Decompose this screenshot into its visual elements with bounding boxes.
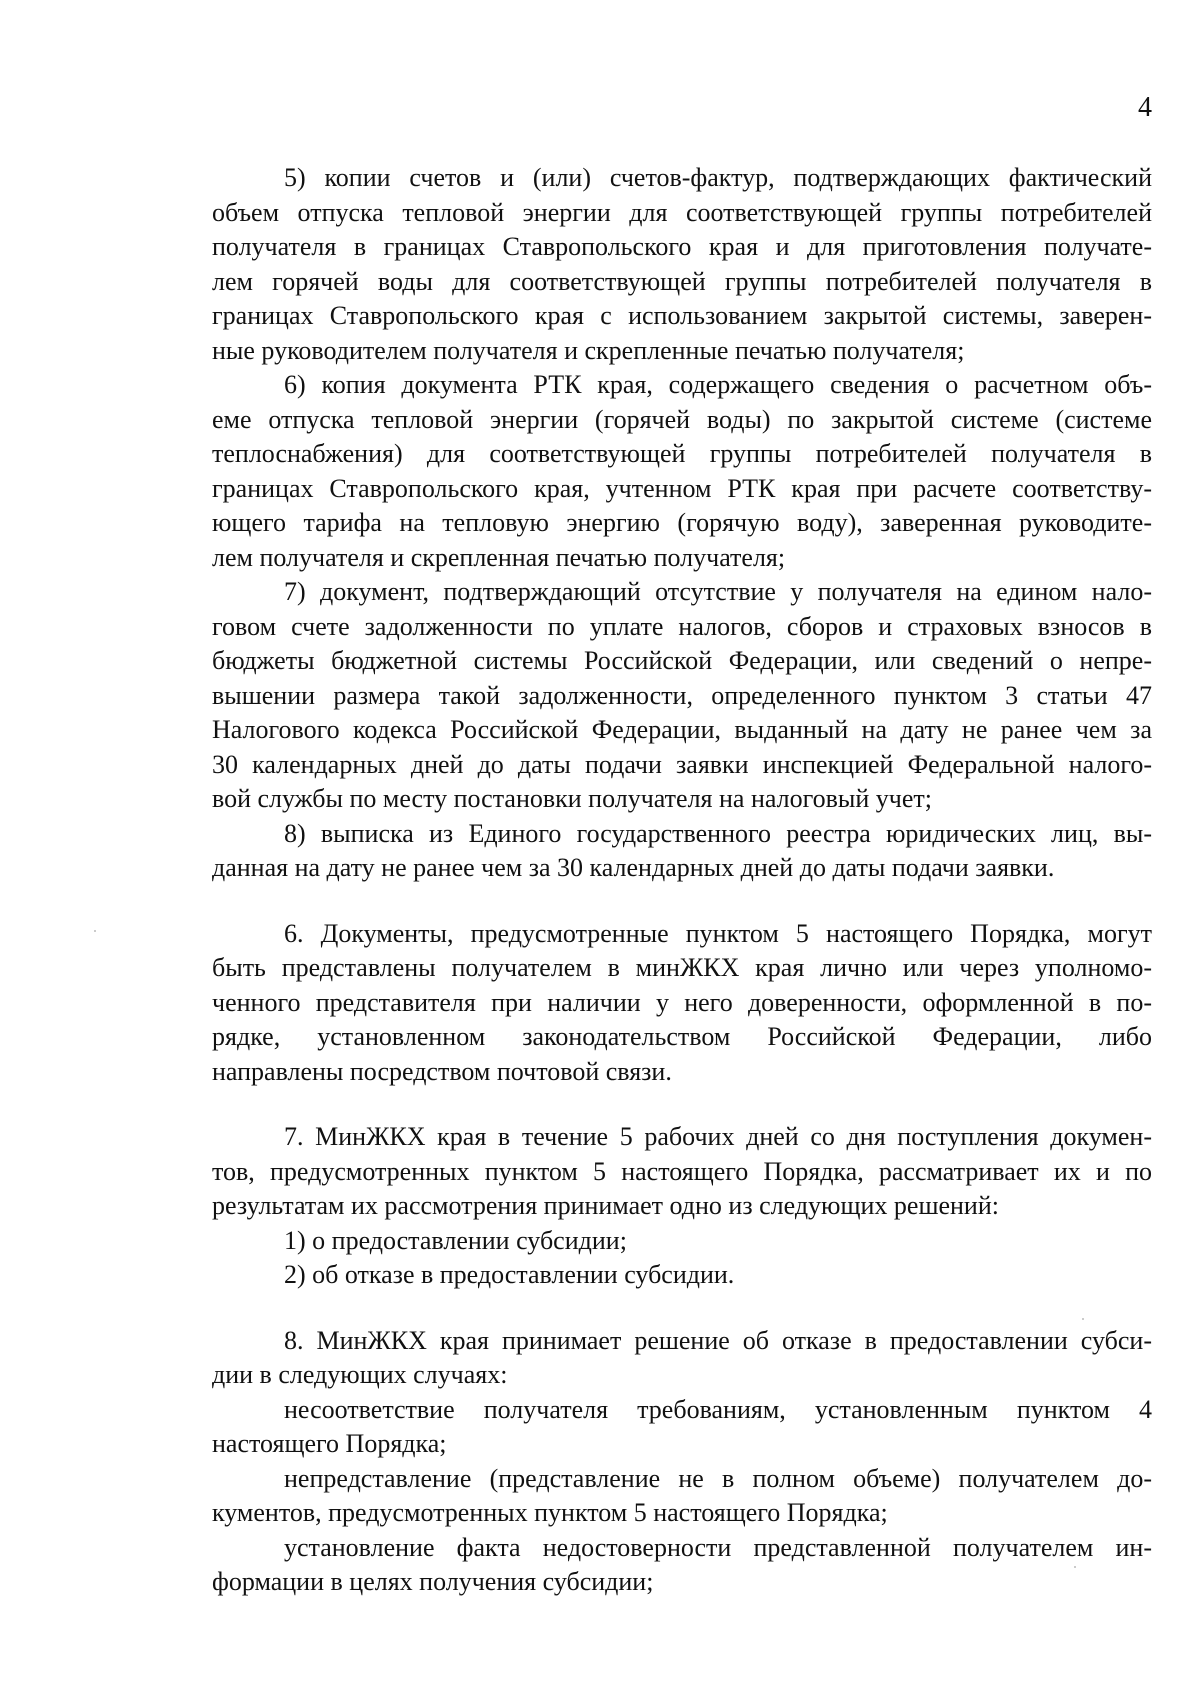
scan-speck [1082, 1318, 1084, 1320]
paragraph [212, 368, 1152, 575]
text-line: данная на дату не ранее чем за 30 календарных дней до даты подачи заявки. [212, 853, 1055, 882]
text-line: рядке, установленном законодательством Российской Федерации, либо [212, 1022, 1152, 1051]
text-line: говом счете задолженности по уплате налогов, сборов и страховых взносов в [212, 611, 1152, 641]
paragraph [212, 1531, 1152, 1600]
text-line: ющего тарифа на тепловую энергию (горячую воду), заверенная руководите- [212, 508, 1152, 537]
paragraph [212, 575, 1152, 817]
text-line: вой службы по месту постановки получателя на налоговый учет; [212, 784, 932, 813]
text-line: быть представлены получателем в минЖКХ края лично или через уполномо- [212, 953, 1152, 982]
text-line: результатам их рассмотрения принимает одно из следующих решений: [212, 1191, 999, 1220]
text-line: получателя в границах Ставропольского края и для приготовления получате- [212, 232, 1152, 261]
text-line: ные руководителем получателя и скрепленные печатью получателя; [212, 335, 965, 365]
text-line: границах Ставропольского края, учтенном РТК края при расчете соответству- [212, 473, 1152, 503]
text-line: несоответствие получателя требованиям, установленным пунктом 4 [284, 1394, 1152, 1424]
text-line: настоящего Порядка; [212, 1429, 447, 1458]
text-line: 6) копия документа РТК края, содержащего сведения о расчетном объ- [284, 370, 1152, 399]
text-line: тов, предусмотренных пунктом 5 настоящего Порядка, рассматривает их и по [212, 1156, 1152, 1186]
text-line: направлены посредством почтовой связи. [212, 1056, 672, 1086]
paragraph-spacer [212, 1293, 1152, 1324]
document-body [212, 161, 1152, 1600]
text-line: дии в следующих случаях: [212, 1360, 508, 1389]
text-line: 8) выписка из Единого государственного реестра юридических лиц, вы- [284, 818, 1152, 848]
paragraph [212, 1120, 1152, 1224]
paragraph-spacer [212, 886, 1152, 917]
paragraph [212, 161, 1152, 368]
text-line: Налогового кодекса Российской Федерации, выданный на дату не ранее чем за [212, 715, 1152, 744]
scan-speck [94, 930, 96, 932]
paragraph-spacer [212, 1089, 1152, 1120]
text-line: границах Ставропольского края с использованием закрытой системы, заверен- [212, 301, 1152, 330]
paragraph [212, 1324, 1152, 1393]
text-line: 1) о предоставлении субсидии; [284, 1225, 627, 1255]
paragraph [212, 1462, 1152, 1531]
paragraph [212, 1393, 1152, 1462]
paragraph [212, 1258, 1152, 1293]
text-line: непредставление (представление не в полном объеме) получателем до- [284, 1463, 1152, 1493]
text-line: бюджеты бюджетной системы Российской Федерации, или сведений о непре- [212, 646, 1152, 675]
text-line: 5) копии счетов и (или) счетов-фактур, подтверждающих фактический [284, 163, 1152, 192]
scan-speck [1074, 1566, 1076, 1568]
text-line: теплоснабжения) для соответствующей группы потребителей получателя в [212, 439, 1152, 468]
text-line: лем получателя и скрепленная печатью получателя; [212, 542, 786, 572]
paragraph [212, 1224, 1152, 1259]
text-line: установление факта недостоверности представленной получателем ин- [284, 1532, 1152, 1562]
text-line: 7) документ, подтверждающий отсутствие у получателя на едином нало- [284, 577, 1152, 606]
text-line: объем отпуска тепловой энергии для соответствующей группы потребителей [212, 197, 1152, 227]
text-line: 7. МинЖКХ края в течение 5 рабочих дней со дня поступления докумен- [284, 1122, 1152, 1151]
text-line: 6. Документы, предусмотренные пунктом 5 настоящего Порядка, могут [284, 918, 1152, 948]
text-line: кументов, предусмотренных пунктом 5 настоящего Порядка; [212, 1498, 888, 1527]
page-number: 4 [1138, 92, 1152, 123]
text-line: ченного представителя при наличии у него доверенности, оформленной в по- [212, 987, 1152, 1017]
text-line: 2) об отказе в предоставлении субсидии. [284, 1260, 735, 1289]
paragraph [212, 817, 1152, 886]
text-line: еме отпуска тепловой энергии (горячей воды) по закрытой системе (системе [212, 404, 1152, 434]
text-line: формации в целях получения субсидии; [212, 1567, 654, 1596]
text-line: 30 календарных дней до даты подачи заявки инспекцией Федеральной налого- [212, 749, 1152, 779]
paragraph [212, 917, 1152, 1090]
text-line: лем горячей воды для соответствующей группы потребителей получателя в [212, 266, 1152, 296]
text-line: вышении размера такой задолженности, определенного пунктом 3 статьи 47 [212, 680, 1152, 710]
text-line: 8. МинЖКХ края принимает решение об отказе в предоставлении субси- [284, 1325, 1152, 1355]
